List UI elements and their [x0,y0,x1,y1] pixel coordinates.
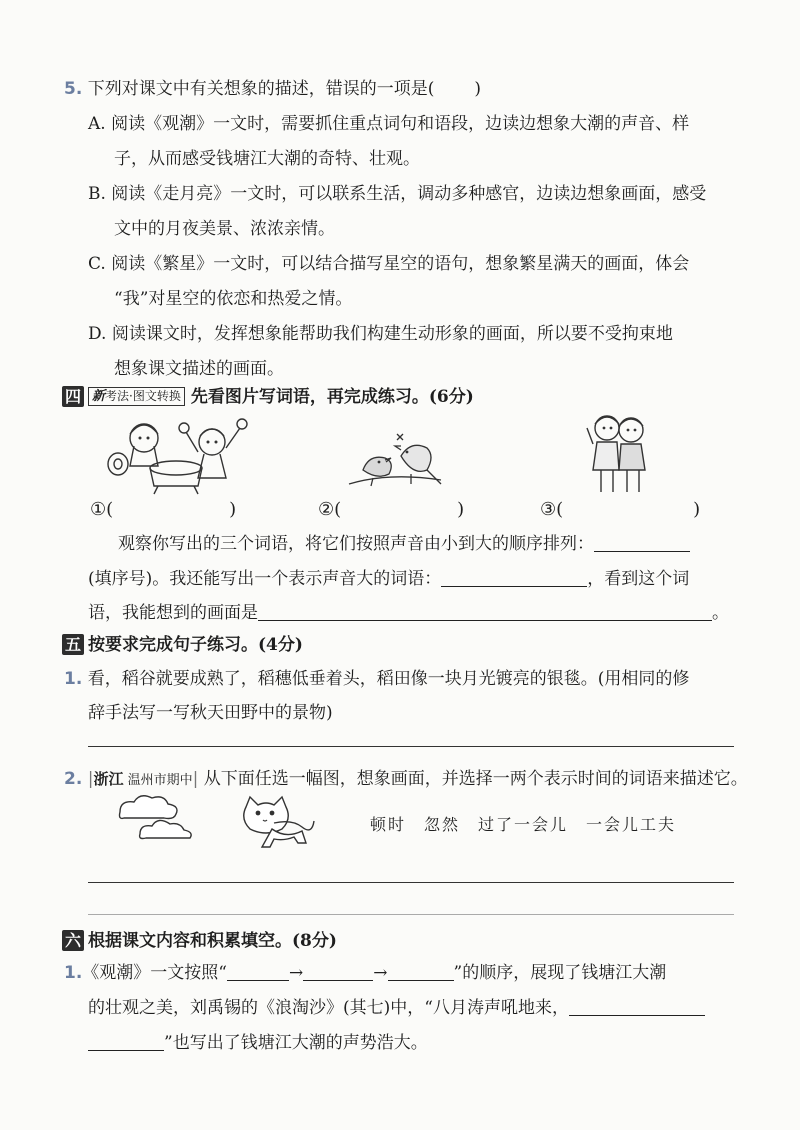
s5-q1-line1: 1. 看，稻谷就要成熟了，稻穗低垂着头，稻田像一块月光镀亮的银毯。(用相同的修 [64,669,690,689]
scene-blank[interactable] [258,602,712,621]
q5-stem: 5. 下列对课文中有关想象的描述，错误的一项是( ) [64,79,481,99]
s5-q2-line: 2. |浙江 温州市期中| 从下面任选一幅图，想象画面，并选择一两个表示时间的词语来描述它。 [64,769,748,789]
s6-q1-line1: 1.《观潮》一文按照“ → → ”的顺序，展现了钱塘江大潮 [64,963,667,983]
slot-3[interactable]: ③( ) [540,499,701,520]
tide-stage-1-blank[interactable] [227,962,289,981]
q5-option-b-line1: B. 阅读《走月亮》一文时，可以联系生活，调动多种感官，边读边想象画面，感受 [88,184,707,204]
q5-option-a-line1: A. 阅读《观潮》一文时，需要抓住重点词句和语段，边读边想象大潮的声音、样 [88,114,690,134]
new-exam-tag: 新考法·图文转换 [88,387,185,406]
q5-number: 5. [64,79,83,99]
s6-q1-line3: ”也写出了钱塘江大潮的声势浩大。 [88,1030,428,1056]
q5-stem-text: 下列对课文中有关想象的描述，错误的一项是( [87,79,435,99]
exam-source-tag: 浙江 温州市期中 [93,770,193,788]
section-4-para1: 观察你写出的三个词语，将它们按照声音由小到大的顺序排列： [118,531,690,557]
q5-option-d-line1: D. 阅读课文时，发挥想象能帮助我们构建生动形象的画面，所以要不受拘束地 [88,324,673,344]
section-5-title: 按要求完成句子练习。(4分) [88,635,303,655]
birds-chirping-picture [345,430,445,492]
clouds-picture [110,792,200,848]
tide-stage-3-blank[interactable] [388,962,454,981]
section-4-header [62,384,474,410]
slot-1[interactable]: ①( ) [90,499,237,520]
slot-2[interactable]: ②( ) [318,499,465,520]
section-6-header [62,928,337,954]
section-6-badge: 六 [62,930,84,951]
section-4-para3: 语，我能想到的画面是 。 [88,603,729,623]
tide-stage-2-blank[interactable] [303,962,373,981]
kids-drumming-picture [100,412,250,496]
section-4-badge: 四 [62,386,84,407]
loud-word-blank[interactable] [441,568,587,587]
section-6-title: 根据课文内容和积累填空。(8分) [88,931,337,951]
s6-q1-line2: 的壮观之美，刘禹锡的《浪淘沙》(其七)中，“八月涛声吼地来， [88,995,705,1021]
boys-whispering-picture [585,408,655,498]
section-4-para2: (填序号)。我还能写出一个表示声音大的词语： ，看到这个词 [88,569,690,589]
q5-option-d-line2: 想象课文描述的画面。 [114,359,284,379]
s5-q2-answer-line-1[interactable] [88,882,734,883]
q5-option-b-line2: 文中的月夜美景、浓浓亲情。 [114,219,335,239]
s5-q1-answer-line[interactable] [88,746,734,747]
section-5-badge: 五 [62,634,84,655]
poem-line-blank-cont[interactable] [88,1032,164,1051]
poem-line-blank[interactable] [569,997,705,1016]
time-words: 顿时 忽然 过了一会儿 一会儿工夫 [370,815,677,834]
q5-option-c-line2: “我”对星空的依恋和热爱之情。 [114,289,353,309]
s5-q1-line2: 辞手法写一写秋天田野中的景物) [88,703,333,723]
section-5-header [62,632,303,658]
section-4-title: 先看图片写词语，再完成练习。(6分) [190,387,474,407]
picture-word-slots [90,497,236,523]
cat-running-picture [238,793,318,849]
q5-option-a-line2: 子，从而感受钱塘江大潮的奇特、壮观。 [114,149,420,169]
order-blank[interactable] [594,533,690,552]
q5-option-c-line1: C. 阅读《繁星》一文时，可以结合描写星空的语句，想象繁星满天的画面，体会 [88,254,690,274]
s5-q2-answer-line-2[interactable] [88,914,734,915]
